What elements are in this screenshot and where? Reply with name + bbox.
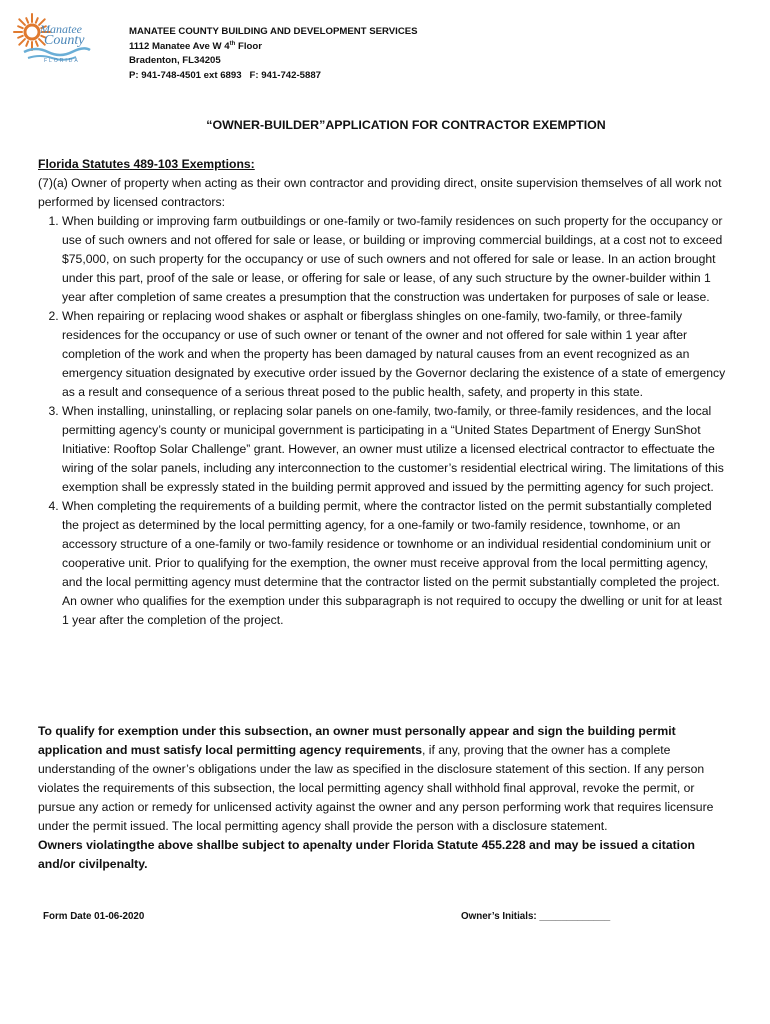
sun-ray — [18, 26, 23, 28]
agency-city: Bradenton, FL34205 — [129, 55, 221, 66]
exemptions-list — [38, 212, 728, 630]
agency-address — [129, 40, 418, 55]
manatee-county-logo — [10, 12, 92, 68]
statutes-intro: (7)(a) Owner of property when acting as their own contractor and providing direct, onsite supervision themselves of all work not performed by licensed contractors: — [38, 176, 722, 209]
sun-ray — [26, 41, 28, 46]
logo-line-1: Manatee — [40, 22, 82, 36]
qualify-bold-text: To qualify for exemption under this subsection, an owner must personally appear and sign the building permit application and must satisfy local permitting agency requirements — [38, 724, 676, 757]
document-title — [0, 118, 770, 132]
address-sup: th — [229, 40, 236, 47]
qualify-paragraph — [38, 722, 728, 836]
sun-ray — [36, 41, 38, 46]
exemption-item-3: 3. When installing, uninstalling, or replacing solar panels on one-family, two-family, or three-family residences, and the local permitting agency’s county or municipal government is participating in a “United States Department of Energy SunShot Initiative: Rooftop Solar Challenge” grant. However, an owner must utilize a licensed electrical contractor to effectuate the wiring of the solar panels, including any interconnection to the customer’s residential electrical wiring. The limitations of this exemption shall be expressly stated in the building permit approved and issued by the permitting agency for such project. — [62, 402, 728, 497]
agency-phone: P: 941-748-4501 ext 6893 F: 941-742-5887 — [129, 69, 322, 81]
address-suffix: Floor — [235, 40, 262, 52]
initials-label: Owner’s Initials: — [461, 911, 537, 922]
agency-name: MANATEE COUNTY BUILDING AND DEVELOPMENT SERVICES — [129, 26, 418, 37]
owner-initials — [461, 911, 610, 922]
sun-ray — [26, 18, 28, 23]
sun-ray — [36, 18, 38, 23]
qualify-normal-text: , if any, proving that the owner has a complete understanding of the owner’s obligations under the law as specified in the disclosure statement of this section. If any person violates the requirements of this subsection, the local permitting agency shall withhold final approval, revoke the permit, or pursue any action or remedy for unlicensed activity against the owner and any person performing work that requires licensure under the permit issued. The local permitting agency shall provide the person with a disclosure statement. — [38, 743, 714, 833]
exemption-item-1: 1. When building or improving farm outbuildings or one-family or two-family residences on such property for the occupancy or use of such owners and not offered for sale or lease, or building or improving commercial buildings, at a cost not to exceed $75,000, on such property for the occupancy or use of such owners and not offered for sale or lease. In an action brought under this part, proof of the sale or lease, or offering for sale or lease, of any such structure by the owner-builder within 1 year after completion of same creates a presumption that the construction was undertaken for purposes of sale or lease. — [62, 212, 728, 307]
statutes-heading: Florida Statutes 489-103 Exemptions: — [38, 157, 255, 171]
form-date: Form Date 01-06-2020 — [43, 911, 145, 922]
initials-blank[interactable]: _____________ — [539, 911, 611, 922]
logo-line-3: FLORIDA — [44, 58, 80, 64]
exemption-item-4: 4. When completing the requirements of a building permit, where the contractor listed on the permit substantially completed the project as determined by the local permitting agency, for a one-family or two-family residence, townhome, or an accessory structure of a one-family or two-family residence or townhome or an individual residential condominium unit or cooperative unit. Prior to qualifying for the exemption, the owner must receive approval from the local permitting agency, and the local permitting agency must determine that the contractor listed on the permit substantially completed the project. An owner who qualifies for the exemption under this subparagraph is not required to occupy the dwelling or unit for at least 1 year after the completion of the project. — [62, 497, 728, 630]
logo-wordmark — [40, 24, 84, 46]
address-prefix: 1112 Manatee Ave W 4 — [129, 40, 230, 52]
agency-header — [129, 25, 418, 83]
logo-line-2: County — [44, 33, 85, 48]
qualify-section — [38, 722, 728, 874]
statutes-section — [38, 155, 728, 630]
exemption-item-2: 2. When repairing or replacing wood shakes or asphalt or fiberglass shingles on one-family, two-family, or three-family residences for the occupancy or use of such owner or tenant of the owner and not offered for sale within 1 year after completion of the work and when the property has been damaged by natural causes from an event recognized as an emergency situation designated by executive order issued by the Governor declaring the existence of a state of emergency as a result and consequence of a serious threat posed to the public health, safety, and property in this state. — [62, 307, 728, 402]
sun-ray — [19, 39, 25, 45]
penalty-statement: Owners violatingthe above shallbe subject to apenalty under Florida Statute 455.228 and may be issued a citation and/or civilpenalty. — [38, 838, 695, 871]
sun-ray — [19, 19, 25, 25]
document-title-text: “OWNER-BUILDER”APPLICATION FOR CONTRACTOR EXEMPTION — [206, 118, 606, 132]
sun-ray — [18, 36, 23, 38]
